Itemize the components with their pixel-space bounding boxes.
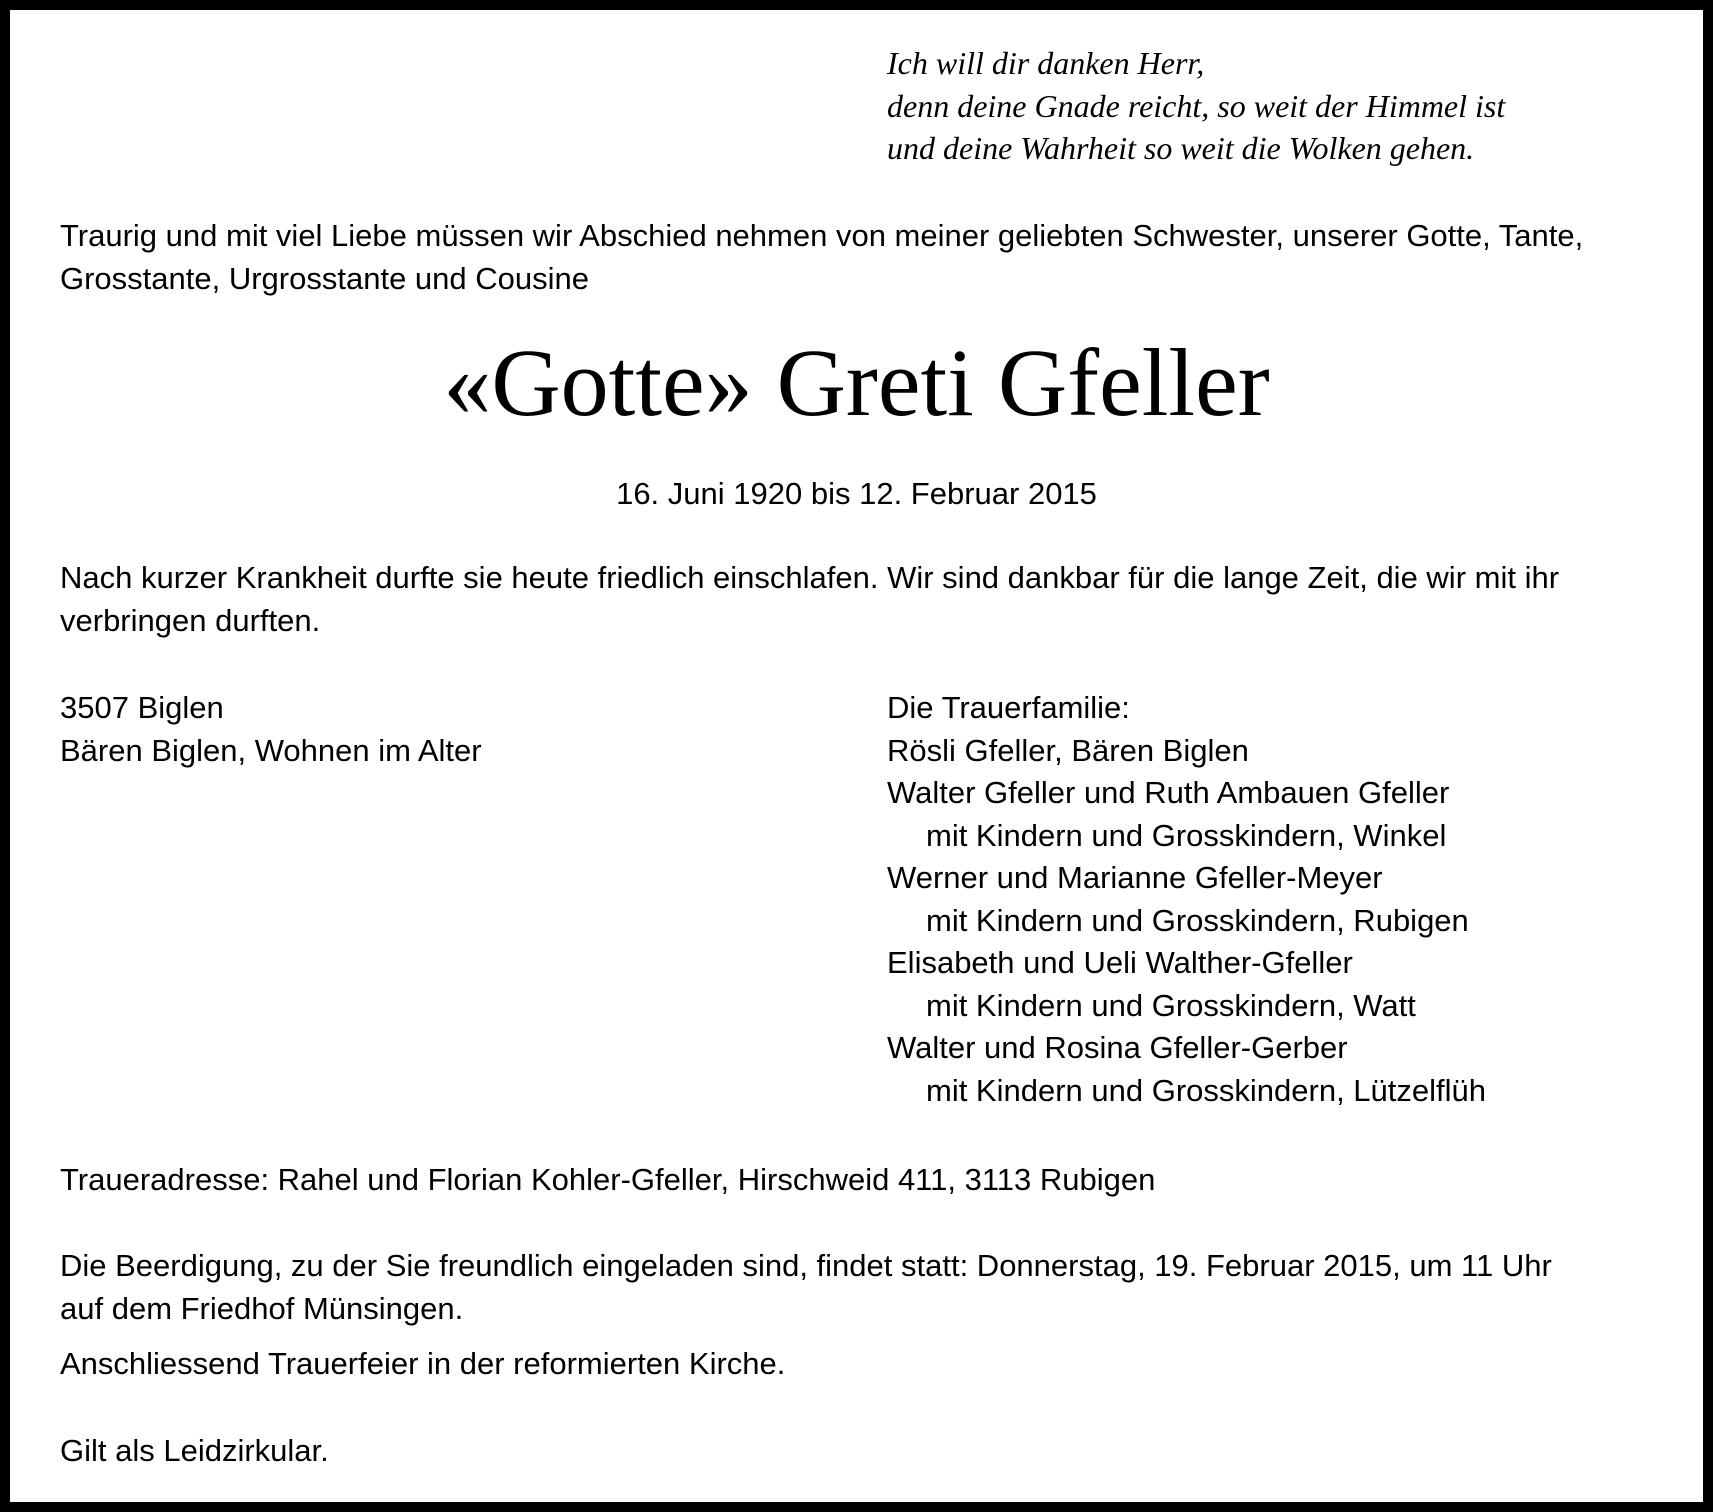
intro-line: Traurig und mit viel Liebe müssen wir Abschied nehmen von meiner geliebten Schwester, unserer Gotte, Tante, — [60, 218, 1584, 253]
mourning-address: Traueradresse: Rahel und Florian Kohler-Gfeller, Hirschweid 411, 3113 Rubigen — [60, 1162, 1156, 1197]
verse-line: und deine Wahrheit so weit die Wolken gehen. — [887, 130, 1475, 166]
place-line: Bären Biglen, Wohnen im Alter — [60, 732, 482, 768]
intro-paragraph — [60, 215, 1583, 300]
deceased-name: «Gotte» Greti Gfeller — [443, 329, 1270, 436]
family-member-detail: mit Kindern und Grosskindern, Winkel — [926, 817, 1447, 853]
funeral-line: Die Beerdigung, zu der Sie freundlich eingeladen sind, findet statt: Donnerstag, 19. Februar 2015, um 11 Uhr — [60, 1248, 1552, 1283]
family-member: Werner und Marianne Gfeller-Meyer — [887, 860, 1383, 895]
place-line: 3507 Biglen — [60, 690, 224, 725]
message-line: Nach kurzer Krankheit durfte sie heute friedlich einschlafen. Wir sind dankbar für die lange Zeit, die wir mit ihr — [60, 560, 1560, 595]
family-block — [887, 687, 1486, 1112]
family-member: Walter Gfeller und Ruth Ambauen Gfeller — [887, 775, 1450, 810]
verse-line: Ich will dir danken Herr, — [887, 45, 1205, 81]
family-member-detail: mit Kindern und Grosskindern, Lützelflüh — [926, 1072, 1487, 1108]
family-member: Elisabeth und Ueli Walther-Gfeller — [887, 945, 1353, 980]
closing-note: Gilt als Leidzirkular. — [60, 1433, 329, 1468]
family-member-detail: mit Kindern und Grosskindern, Rubigen — [926, 902, 1469, 938]
family-member: Rösli Gfeller, Bären Biglen — [887, 732, 1249, 768]
life-dates: 16. Juni 1920 bis 12. Februar 2015 — [616, 476, 1097, 511]
family-heading: Die Trauerfamilie: — [887, 690, 1130, 725]
family-member-detail: mit Kindern und Grosskindern, Watt — [926, 987, 1416, 1023]
bible-verse — [887, 42, 1505, 170]
message-line: verbringen durften. — [60, 602, 321, 638]
intro-line: Grosstante, Urgrosstante und Cousine — [60, 260, 589, 296]
funeral-line: auf dem Friedhof Münsingen. — [60, 1290, 464, 1326]
funeral-followup: Anschliessend Trauerfeier in der reformierten Kirche. — [60, 1346, 786, 1381]
funeral-paragraph — [60, 1245, 1552, 1330]
family-member: Walter und Rosina Gfeller-Gerber — [887, 1030, 1348, 1065]
place-block — [60, 687, 482, 772]
verse-line: denn deine Gnade reicht, so weit der Himmel ist — [887, 87, 1506, 124]
message-paragraph — [60, 557, 1559, 642]
